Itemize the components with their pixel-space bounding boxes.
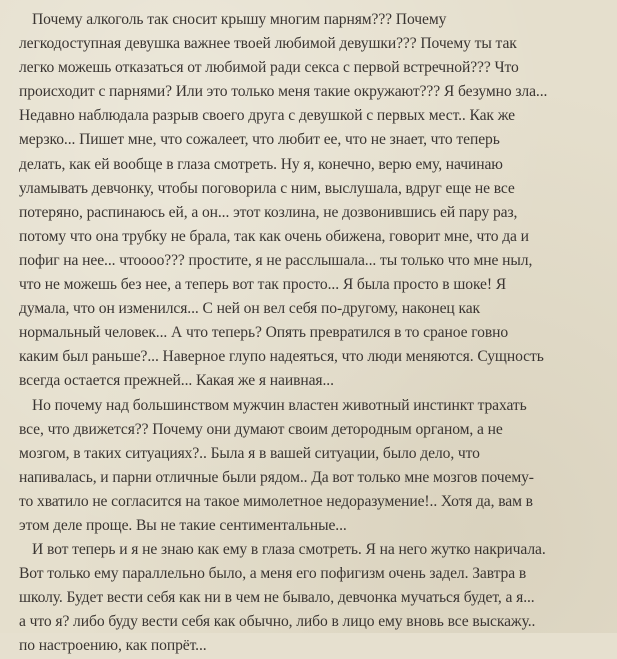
text-block (19, 8, 603, 659)
text-line: Недавно наблюдала разрыв своего друга с девушкой с первых мест.. Как же (19, 107, 515, 125)
text-line: легко можешь отказаться от любимой ради секса с первой встречной??? Что (19, 59, 519, 77)
text-line: мозгом, в таких ситуациях?.. Была я в вашей ситуации, было дело, что (19, 444, 480, 462)
text-line: напивалась, и парни отличные были рядом.. Да вот только мне мозгов почему- (19, 468, 534, 486)
text-line: всегда остается прежней... Какая же я наивная... (19, 372, 334, 390)
text-line: легкодоступная девушка важнее твоей любимой девушки??? Почему ты так (19, 35, 517, 53)
text-line: нормальный человек... А что теперь? Опять превратился в то сраное говно (19, 324, 509, 342)
text-line: по настроению, как попрёт... (19, 637, 207, 655)
text-line: И вот теперь и я не знаю как ему в глаза смотреть. Я на него жутко накричала. (32, 541, 546, 559)
text-line: пофиг на нее... чтоооо??? простите, я не расслышала... ты только что мне ныл, (19, 251, 533, 269)
text-line: все, что движется?? Почему они думают своим детородным органом, а не (19, 420, 503, 438)
text-line: думала, что он изменился... С ней он вел себя по-другому, наконец как (19, 300, 480, 318)
text-line: потому что она трубку не брала, так как очень обижена, говорит мне, что да и (19, 227, 529, 245)
text-line: что не можешь без нее, а теперь вот так просто... Я была просто в шоке! Я (19, 276, 507, 294)
text-line: происходит с парнями? Или это только меня такие окружают??? Я безумно зла... (19, 83, 548, 101)
text-line: Вот только ему параллельно было, а меня его пофигизм очень задел. Завтра в (19, 565, 527, 583)
text-line: то хватило не согласится на такое мимолетное недоразумение!.. Хотя да, вам в (19, 492, 533, 510)
text-line: Почему алкоголь так сносит крышу многим парням??? Почему (32, 11, 447, 28)
text-line: Но почему над большинством мужчин властен животный инстинкт трахать (32, 396, 527, 414)
text-line: каким был раньше?... Наверное глупо надеяться, что люди меняются. Сущность (19, 348, 544, 366)
text-line: этом деле проще. Вы не такие сентиментальные... (19, 516, 347, 534)
text-line: школу. Будет вести себя как ни в чем не бывало, девчонка мучаться будет, а я... (19, 589, 535, 607)
text-line: мерзко... Пишет мне, что сожалеет, что любит ее, что не знает, что теперь (19, 131, 500, 149)
text-line: делать, как ей вообще в глаза смотреть. Ну я, конечно, верю ему, начинаю (19, 155, 503, 173)
text-line: а что я? либо буду вести себя как обычно, либо в лицо ему вновь все выскажу.. (19, 613, 536, 631)
text-line: потеряно, распинаюсь ей, а он... этот козлина, не дозвонившись ей пару раз, (19, 203, 518, 221)
text-line: уламывать девчонку, чтобы поговорила с ним, выслушала, вдруг еще не все (19, 179, 515, 197)
